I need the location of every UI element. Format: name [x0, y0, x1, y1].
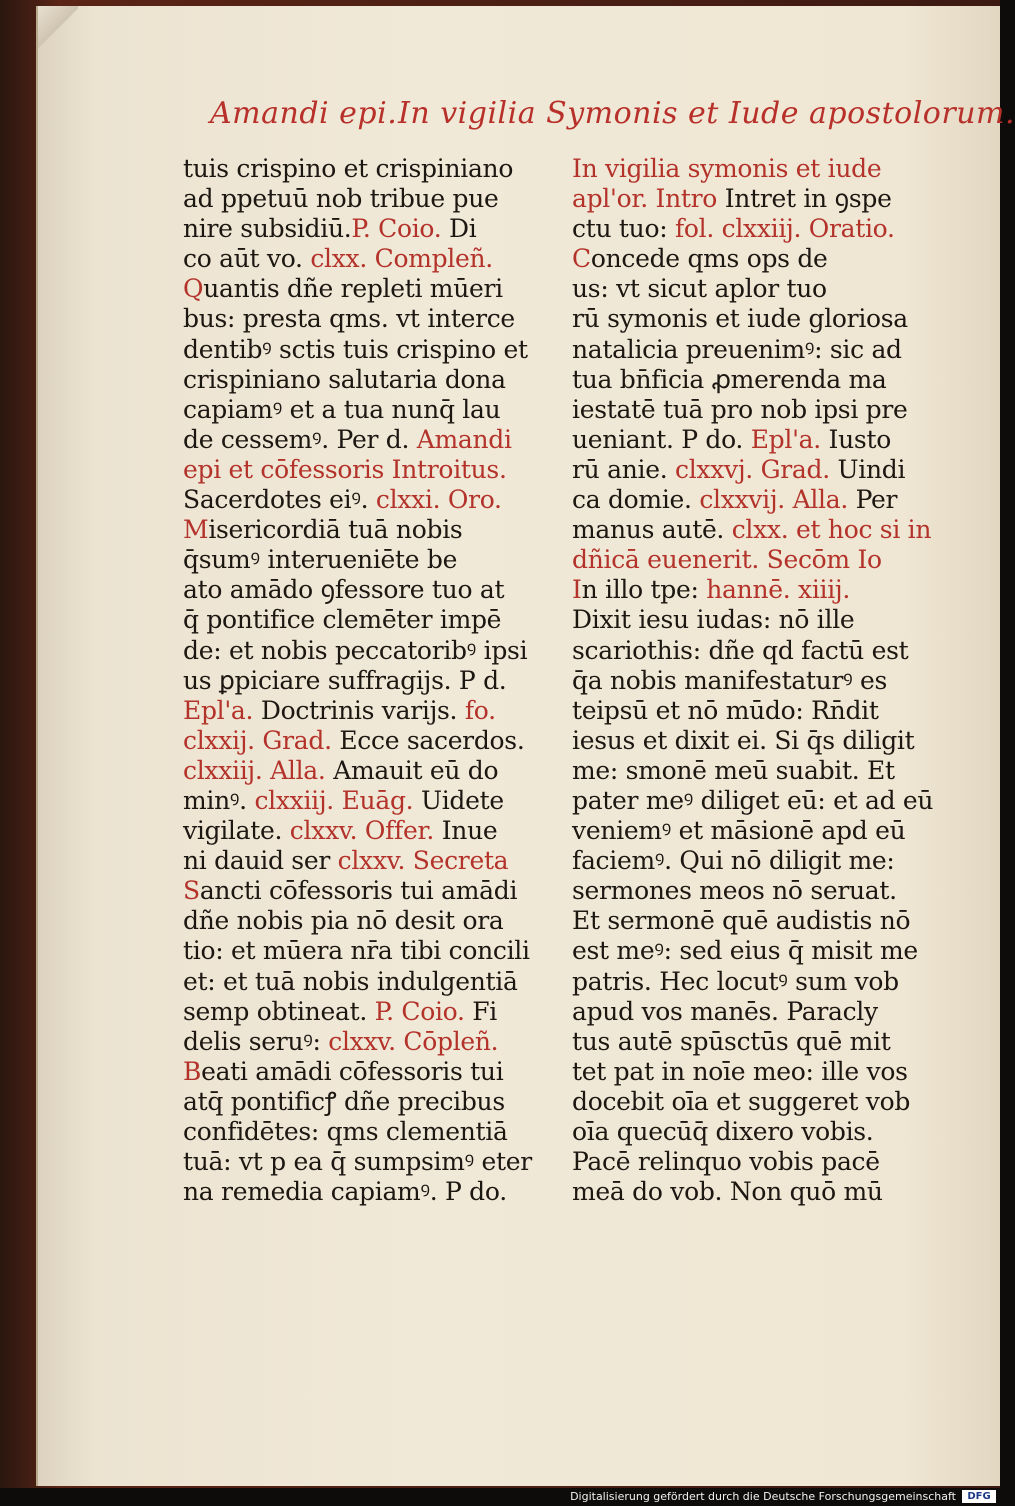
rubric-text: hannē. xiiij. [706, 575, 851, 605]
page-corner [38, 6, 78, 50]
text-line [572, 1086, 911, 1117]
text-line [572, 1056, 908, 1087]
text-line [572, 967, 897, 997]
body-text: Fi [472, 996, 498, 1026]
rubric-text: fo. [464, 695, 496, 725]
text-line [183, 485, 508, 515]
body-text: natalicia preuenimꝰ: sic ad [572, 334, 902, 364]
rubric-text: epi et cōfessoris Introitus. [183, 454, 507, 484]
text-line [572, 304, 908, 334]
body-text: meā do vob. Non quō mū [572, 1177, 883, 1207]
text-line [572, 334, 902, 365]
digitization-credit-bar [0, 1488, 1000, 1506]
rubric-text: clxxiij. Euāg. [254, 785, 421, 815]
text-line [572, 244, 897, 274]
body-text: atq̄ pontificꝭ dñe precibus [183, 1086, 505, 1116]
rubric-text: clxxvij. Alla. [699, 485, 856, 515]
body-text: ca domie. [572, 485, 700, 515]
body-text: vigilate. [183, 816, 290, 846]
rubric-text: clxxvj. Grad. [675, 454, 838, 484]
text-line [183, 876, 518, 906]
text-line [572, 1147, 897, 1177]
text-line [572, 666, 897, 696]
text-line [572, 154, 897, 184]
body-text: pater meꝰ diliget eū: et ad eū [572, 785, 934, 815]
rubric-text: clxxv. Offer. [289, 816, 442, 846]
body-text: confidētes: qms clementiā [183, 1117, 508, 1146]
text-line [183, 274, 508, 304]
body-text: Dixit iesu iudas: nō ille [572, 605, 855, 635]
body-text: iestatē tuā pro nob ipsi pre [572, 394, 908, 424]
text-line [572, 635, 909, 666]
body-text: us: vt sicut aplor tuo [572, 274, 827, 304]
text-line [572, 545, 897, 575]
text-line [183, 816, 508, 846]
text-line [572, 846, 897, 876]
text-line [572, 725, 915, 756]
text-line [183, 1057, 508, 1087]
rubric-text: clxx. et hoc si in [731, 515, 932, 545]
body-text: Ecce sacerdos. [339, 725, 525, 755]
body-text: Pacē relinquo vobis pacē [572, 1147, 880, 1177]
rubric-text: clxxi. Oro. [375, 485, 502, 515]
body-text: isericordiā tuā nobis [208, 515, 463, 545]
body-text: Sacerdotes eiꝰ. [183, 485, 376, 515]
rubric-text: clxx. Compleñ. [310, 244, 493, 274]
body-text: patris. Hec locutꝰ sum vob [572, 966, 899, 996]
text-line [572, 425, 897, 455]
body-text: iesus et dixit ei. Si q̄s diligit [572, 725, 915, 755]
text-line [183, 395, 508, 425]
body-text: tuis crispino et crispiniano [183, 154, 514, 183]
body-text: de: et nobis peccatoribꝰ ipsi [183, 635, 528, 665]
text-line [183, 786, 508, 816]
body-text: ueniant. P do. [572, 424, 751, 454]
body-text: Inue [441, 816, 498, 846]
body-text: oīa quecūq̄ dixero vobis. [572, 1117, 874, 1146]
rubric-text: clxxv. Secreta [337, 846, 509, 876]
rubric-text: In vigilia symonis et iude [572, 154, 882, 183]
body-text: teipsū et nō mūdo: Rn̄dit [572, 695, 879, 725]
body-text: tet pat in noīe meo: ille vos [572, 1056, 908, 1086]
body-text: delis seruꝰ: [183, 1026, 329, 1056]
text-line [183, 966, 518, 997]
text-line [183, 1147, 532, 1177]
text-line [572, 696, 897, 726]
running-head-right: In vigilia Symonis et Iude apostolorum. [398, 96, 1015, 131]
text-line [183, 635, 528, 666]
rubric-text: P. Coio. [374, 996, 473, 1026]
body-text: Et sermonē quē audistis nō [572, 906, 911, 936]
body-text: Uindi [837, 454, 906, 484]
text-line [183, 424, 512, 455]
text-line [183, 997, 508, 1027]
text-line [572, 365, 897, 395]
text-line [183, 214, 508, 244]
body-text: rū anie. [572, 454, 675, 484]
text-line [183, 244, 508, 274]
text-line [572, 605, 897, 635]
text-line [183, 725, 525, 756]
text-line [183, 1087, 508, 1117]
body-text: minꝰ. [183, 785, 255, 815]
rubric-text: apl'or. Intro [572, 184, 725, 214]
body-text: tus autē spūsctūs quē mit [572, 1026, 891, 1056]
text-line [183, 906, 508, 936]
text-line [183, 666, 508, 696]
body-text: crispiniano salutaria dona [183, 364, 506, 394]
rubric-text: P. Coio. [351, 214, 450, 244]
body-text: Per [855, 485, 898, 515]
body-text: scariothis: dñe qd factū est [572, 635, 909, 665]
rubric-text: M [183, 515, 209, 545]
text-line [572, 394, 908, 425]
body-text: capiamꝰ et a tua nunq̄ lau [183, 394, 501, 424]
digitization-credit: Digitalisierung gefördert durch die Deutsche Forschungsgemeinschaft [570, 1490, 956, 1503]
text-line [183, 455, 508, 485]
body-text: tio: et mūera nr̄a tibi concili [183, 936, 530, 966]
body-text: sermones meos nō seruat. [572, 876, 897, 906]
text-line [572, 756, 897, 786]
rubric-text: clxxiij. Alla. [183, 755, 334, 785]
body-text: dentibꝰ sctis tuis crispino et [183, 334, 528, 364]
left-text-column [183, 154, 532, 1207]
text-line [183, 365, 508, 395]
body-text: Amauit eū do [333, 755, 499, 785]
text-line [572, 454, 906, 485]
text-line [183, 846, 508, 876]
text-line [572, 515, 932, 545]
text-line [572, 184, 897, 214]
body-text: q̄sumꝰ interueniēte be [183, 545, 458, 575]
text-line [183, 184, 508, 214]
body-text: tuā: vt p ea q̄ sumpsimꝰ eter [183, 1147, 532, 1177]
rubric-text: Q [183, 274, 204, 304]
body-text: Doctrinis varijs. [260, 695, 465, 725]
body-text: et: et tuā nobis indulgentiā [183, 966, 518, 996]
text-line [183, 605, 508, 635]
rubric-text: dñicā euenerit. Secōm Io [572, 545, 882, 575]
body-text: ad ppetuū nob tribue pue [183, 184, 499, 214]
text-line [183, 1117, 508, 1147]
running-head-left: Amandi epi. [210, 96, 398, 131]
body-text: est meꝰ: sed eius q̄ misit me [572, 936, 918, 966]
text-line [572, 785, 934, 816]
body-text: ctu tuo: [572, 214, 675, 244]
body-text: Iusto [828, 424, 891, 454]
text-line [572, 997, 897, 1027]
body-text: oncede qms ops de [590, 244, 828, 274]
rubric-text: I [572, 575, 582, 605]
text-line [183, 154, 514, 184]
text-line [183, 756, 508, 786]
body-text: me: smonē meū suabit. Et [572, 755, 895, 785]
body-text: uantis dñe repleti mūeri [203, 274, 503, 304]
text-line [183, 936, 530, 966]
body-text: ato amādo ꝯfessore tuo at [183, 575, 505, 605]
text-line [183, 1177, 508, 1207]
text-line [572, 816, 906, 846]
rubric-text: Epl'a. [750, 424, 829, 454]
rubric-text: clxxij. Grad. [183, 725, 340, 755]
text-line [572, 1177, 897, 1207]
text-line [572, 876, 897, 906]
text-line [183, 696, 508, 726]
text-line [572, 936, 918, 966]
body-text: de cessemꝰ. Per d. [183, 424, 410, 454]
body-text: docebit oīa et suggeret vob [572, 1086, 911, 1116]
body-text: q̄ pontifice clemēter impē [183, 605, 502, 635]
body-text: na remedia capiamꝰ. P do. [183, 1177, 507, 1207]
rubric-text: C [572, 244, 591, 274]
text-line [572, 1027, 897, 1057]
body-text: faciemꝰ. Qui nō diligit me: [572, 846, 895, 876]
body-text: veniemꝰ et māsionē apd eū [572, 816, 906, 846]
body-text: Di [449, 214, 477, 244]
rubric-text: fol. clxxiij. Oratio. [674, 214, 895, 244]
text-line [183, 304, 515, 334]
body-text: Uidete [420, 785, 504, 815]
rubric-text: Epl'a. [183, 695, 261, 725]
body-text: rū symonis et iude gloriosa [572, 304, 908, 334]
text-line [572, 274, 897, 304]
text-line [572, 485, 897, 515]
body-text: tua bn̄ficia ꝓmerenda ma [572, 364, 887, 394]
text-line [572, 1117, 897, 1147]
body-text: bus: presta qms. vt interce [183, 304, 515, 334]
text-line [572, 906, 911, 936]
body-text: co aūt vo. [183, 244, 311, 274]
body-text: nire subsidiū. [183, 214, 352, 244]
body-text: us ꝑpiciare suffragijs. P d. [183, 665, 507, 695]
body-text: Intret in ꝯspe [724, 184, 892, 214]
text-line [572, 214, 897, 244]
body-text: n illo tpe: [581, 575, 707, 605]
rubric-text: B [183, 1056, 202, 1086]
rubric-text: S [183, 876, 200, 906]
text-line [183, 575, 508, 605]
body-text: ni dauid ser [183, 846, 338, 876]
body-text: dñe nobis pia nō desit ora [183, 906, 504, 936]
body-text: ancti cōfessoris tui amādi [199, 876, 518, 906]
dfg-logo: DFG [962, 1490, 996, 1503]
text-line [183, 334, 528, 365]
body-text: semp obtineat. [183, 996, 375, 1026]
body-text: apud vos manēs. Paracly [572, 996, 878, 1026]
body-text: manus autē. [572, 515, 732, 545]
body-text: q̄a nobis manifestaturꝰ es [572, 665, 888, 695]
rubric-text: Amandi [409, 424, 512, 454]
text-line [183, 1027, 508, 1057]
text-line [183, 515, 508, 545]
body-text: eati amādi cōfessoris tui [201, 1056, 504, 1086]
text-line [183, 545, 508, 575]
text-line [572, 575, 897, 605]
right-text-column [572, 154, 934, 1207]
rubric-text: clxxv. Cōpleñ. [328, 1026, 499, 1056]
